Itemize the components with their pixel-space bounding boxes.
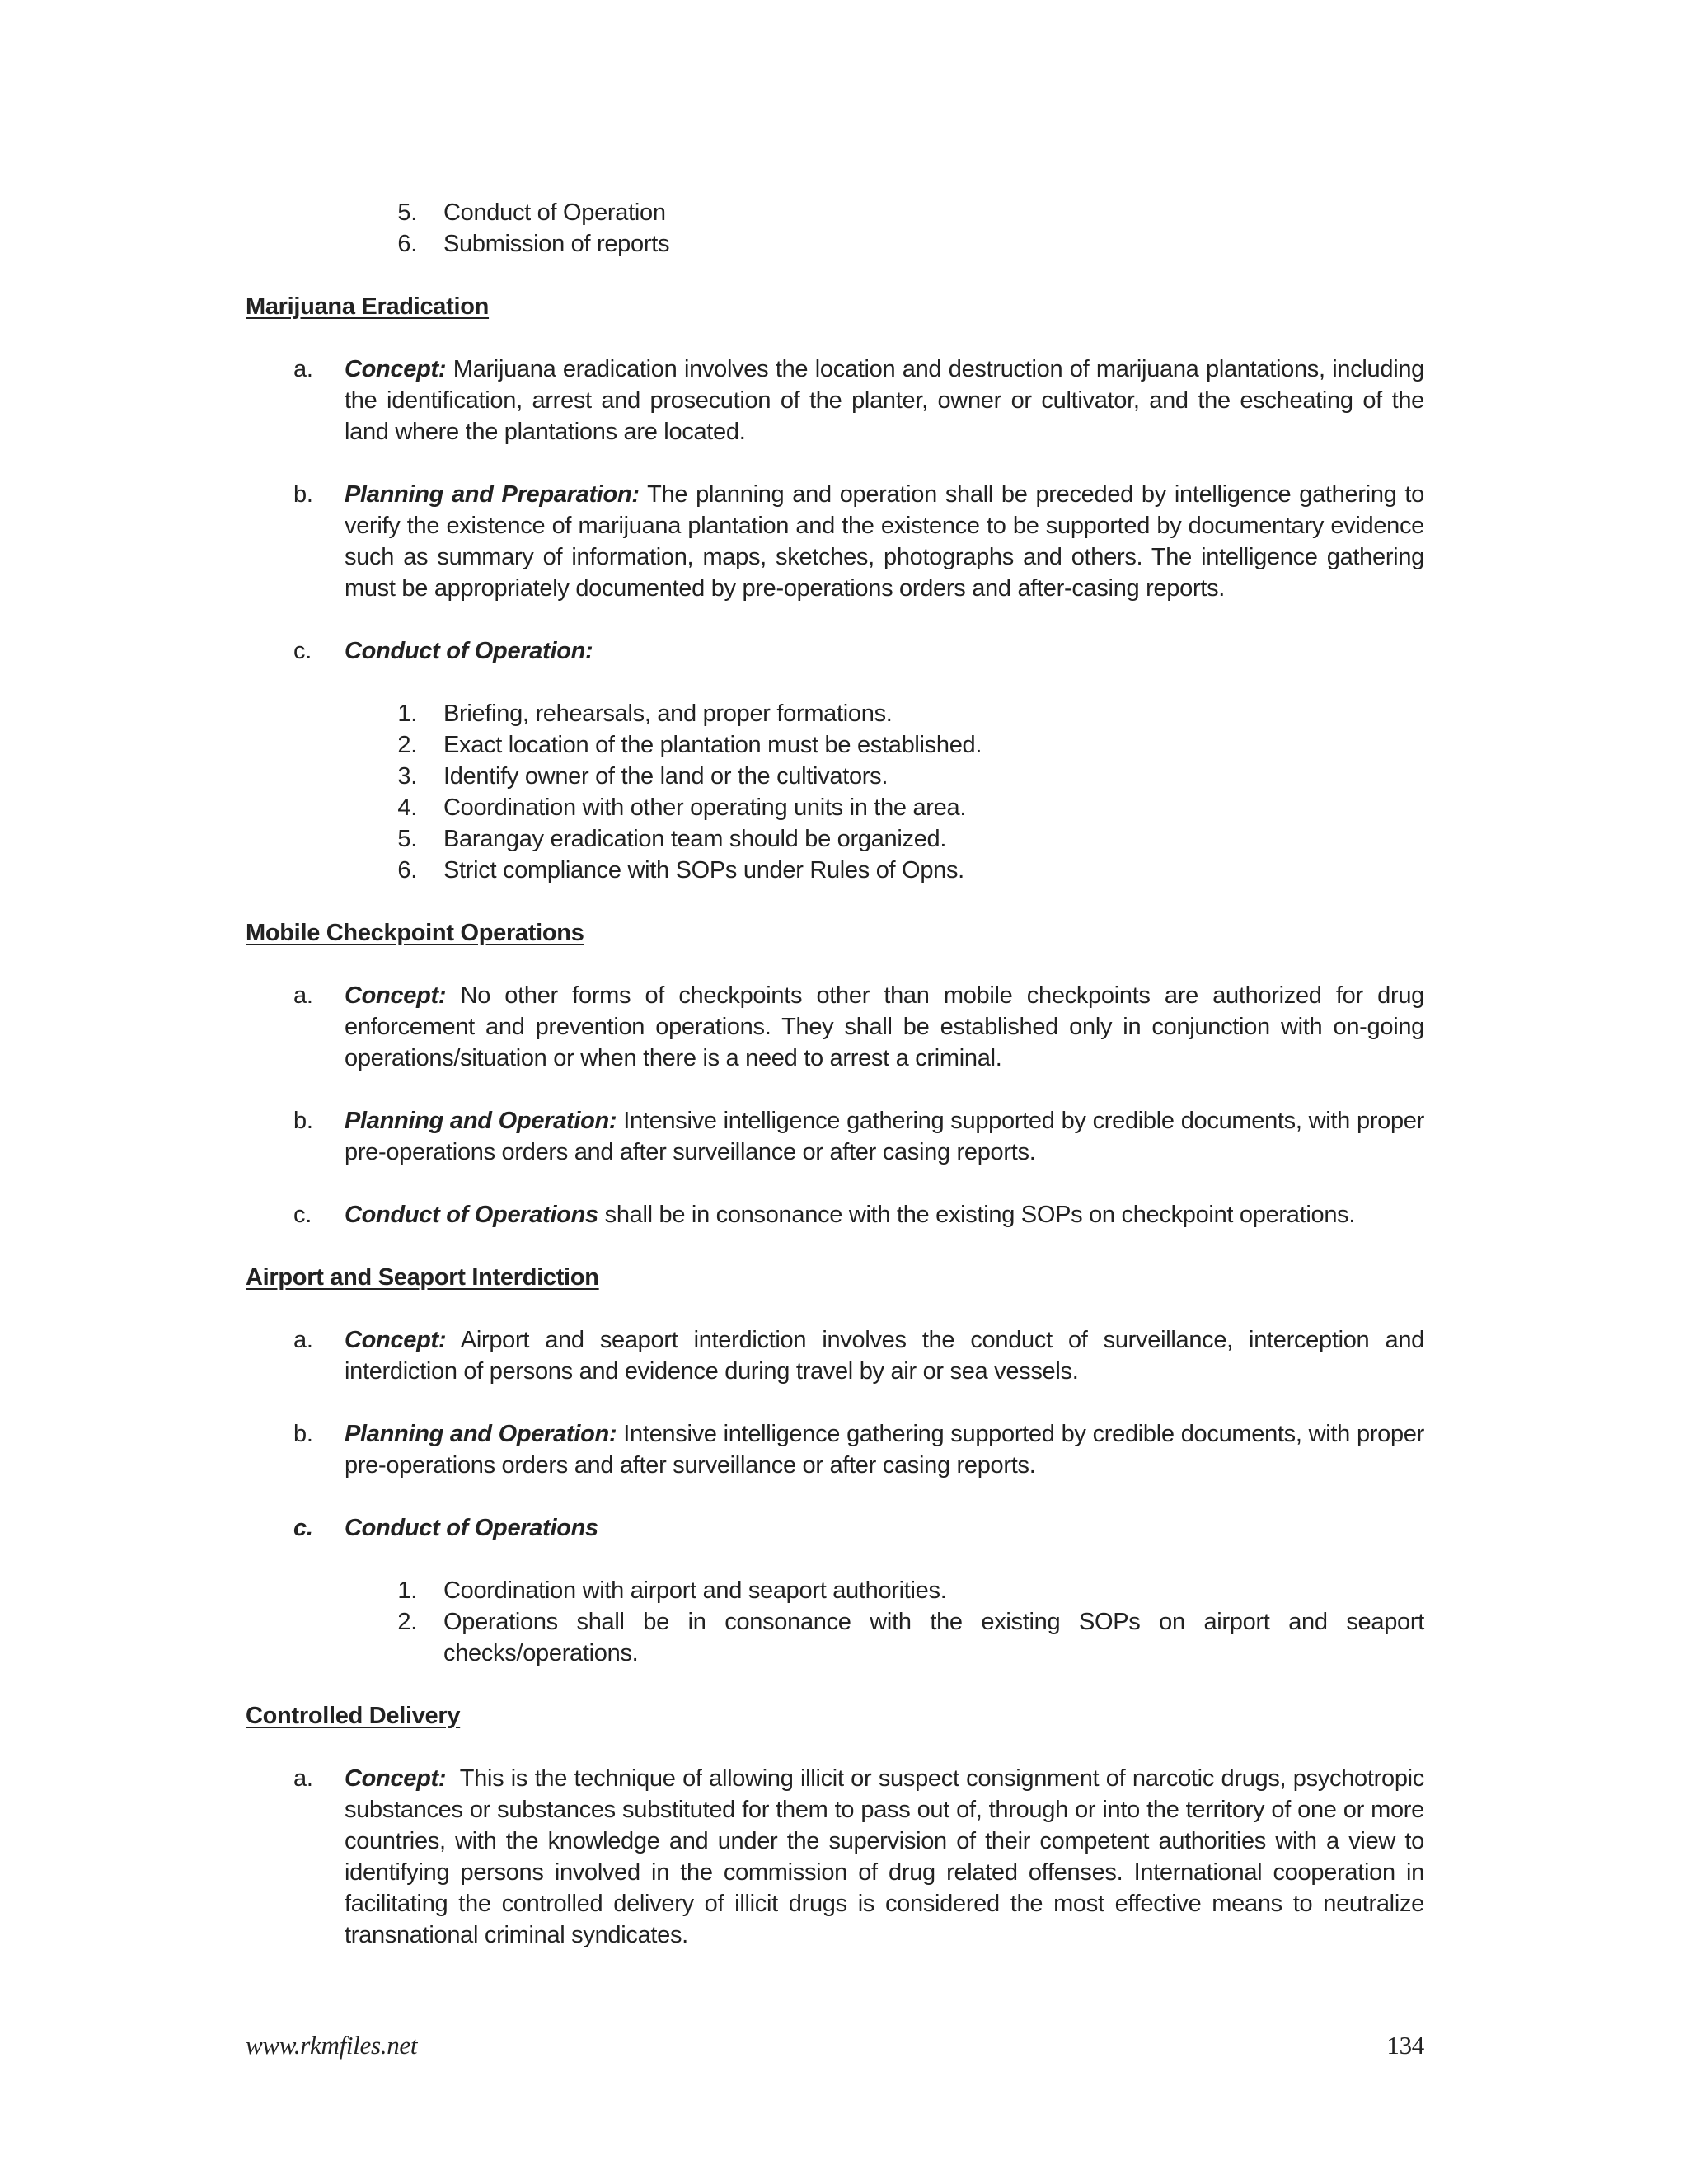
paragraph-concept xyxy=(345,1763,1431,1951)
item-letter: a. xyxy=(293,1765,313,1792)
item-text: Intensive intelligence gathering supported by credible documents, with proper pre-operations orders and after surveillance or after casing reports. xyxy=(345,1108,1424,1165)
section-heading-airport-seaport: Airport and Seaport Interdiction xyxy=(246,1264,599,1291)
item-label: Conduct of Operations xyxy=(345,1515,598,1541)
list-number: 1. xyxy=(397,1577,417,1604)
item-letter: c. xyxy=(293,638,312,664)
item-letter: a. xyxy=(293,1327,313,1353)
list-item: Exact location of the plantation must be established. xyxy=(443,732,982,758)
paragraph-planning xyxy=(345,1105,1424,1168)
paragraph-planning xyxy=(345,1418,1424,1481)
item-text: This is the technique of allowing illicit or suspect consignment of narcotic drugs, psychotropic substances or substances substituted for them to pass out of, through or into the territory of one or more countries, with the knowledge and under the supervision of their competent authorities with a view to identifying persons involved in the commission of drug related offenses. International cooperation in facilitating the controlled delivery of illicit drugs is considered the most effective means to neutralize transnational criminal syndicates. xyxy=(345,1765,1431,1948)
list-number: 5. xyxy=(397,826,417,852)
list-number: 1. xyxy=(397,701,417,727)
list-number: 4. xyxy=(397,794,417,821)
item-letter: a. xyxy=(293,356,313,382)
list-item: Identify owner of the land or the cultivators. xyxy=(443,763,889,790)
footer-website: www.rkmfiles.net xyxy=(246,2031,418,2060)
item-label: Conduct of Operation: xyxy=(345,638,593,664)
item-letter: a. xyxy=(293,982,313,1009)
item-text: Intensive intelligence gathering supported by credible documents, with proper pre-operations orders and after surveillance or after casing reports. xyxy=(345,1421,1424,1479)
page-number: 134 xyxy=(1386,2031,1424,2060)
item-letter: b. xyxy=(293,1421,313,1447)
list-item: Conduct of Operation xyxy=(443,199,666,226)
list-number: 2. xyxy=(397,1609,417,1635)
list-number: 2. xyxy=(397,732,417,758)
item-text: Marijuana eradication involves the location and destruction of marijuana plantations, including the identification, arrest and prosecution of the planter, owner or cultivator, and the escheating of the land where the plantations are located. xyxy=(345,356,1424,445)
item-label: Conduct of Operations xyxy=(345,1202,598,1228)
list-item: Operations shall be in consonance with the existing SOPs on airport and seaport checks/operations. xyxy=(443,1609,1424,1666)
list-item: Coordination with other operating units in the area. xyxy=(443,794,967,821)
paragraph-concept xyxy=(345,1324,1424,1387)
paragraph-concept xyxy=(345,980,1424,1074)
item-label: Planning and Preparation: xyxy=(345,481,640,508)
list-number: 3. xyxy=(397,763,417,790)
list-item: Submission of reports xyxy=(443,231,670,257)
paragraph-conduct xyxy=(345,635,1424,667)
item-letter: c. xyxy=(293,1515,313,1541)
paragraph-conduct xyxy=(345,1512,1424,1544)
section-heading-mobile-checkpoint: Mobile Checkpoint Operations xyxy=(246,920,584,946)
item-letter: c. xyxy=(293,1202,312,1228)
item-label: Planning and Operation: xyxy=(345,1421,617,1447)
section-heading-controlled-delivery: Controlled Delivery xyxy=(246,1703,461,1729)
list-item: Coordination with airport and seaport authorities. xyxy=(443,1577,947,1604)
item-label: Planning and Operation: xyxy=(345,1108,617,1134)
item-text: Airport and seaport interdiction involves the conduct of surveillance, interception and interdiction of persons and evidence during travel by air or sea vessels. xyxy=(345,1327,1424,1385)
list-number: 6. xyxy=(397,857,417,883)
paragraph-concept xyxy=(345,354,1424,448)
paragraph-conduct xyxy=(345,1199,1424,1230)
item-letter: b. xyxy=(293,1108,313,1134)
item-label: Concept: xyxy=(345,1765,447,1792)
list-item: Barangay eradication team should be organized. xyxy=(443,826,947,852)
item-label: Concept: xyxy=(345,982,447,1009)
item-label: Concept: xyxy=(345,356,447,382)
item-letter: b. xyxy=(293,481,313,508)
list-number: 6. xyxy=(397,231,417,257)
item-label: Concept: xyxy=(345,1327,447,1353)
paragraph-planning xyxy=(345,479,1424,604)
item-text: No other forms of checkpoints other than mobile checkpoints are authorized for drug enforcement and prevention operations. They shall be established only in conjunction with on-going operations/situation or when there is a need to arrest a criminal. xyxy=(345,982,1424,1071)
list-number: 5. xyxy=(397,199,417,226)
list-item: Strict compliance with SOPs under Rules of Opns. xyxy=(443,857,964,883)
list-item: Briefing, rehearsals, and proper formations. xyxy=(443,701,893,727)
section-heading-marijuana-eradication: Marijuana Eradication xyxy=(246,293,490,320)
item-text: shall be in consonance with the existing SOPs on checkpoint operations. xyxy=(598,1202,1356,1228)
item-text: The planning and operation shall be preceded by intelligence gathering to verify the existence of marijuana plantation and the existence to be supported by documentary evidence such as summary of information, maps, sketches, photographs and others. The intelligence gathering must be appropriately documented by pre-operations orders and after-casing reports. xyxy=(345,481,1424,602)
